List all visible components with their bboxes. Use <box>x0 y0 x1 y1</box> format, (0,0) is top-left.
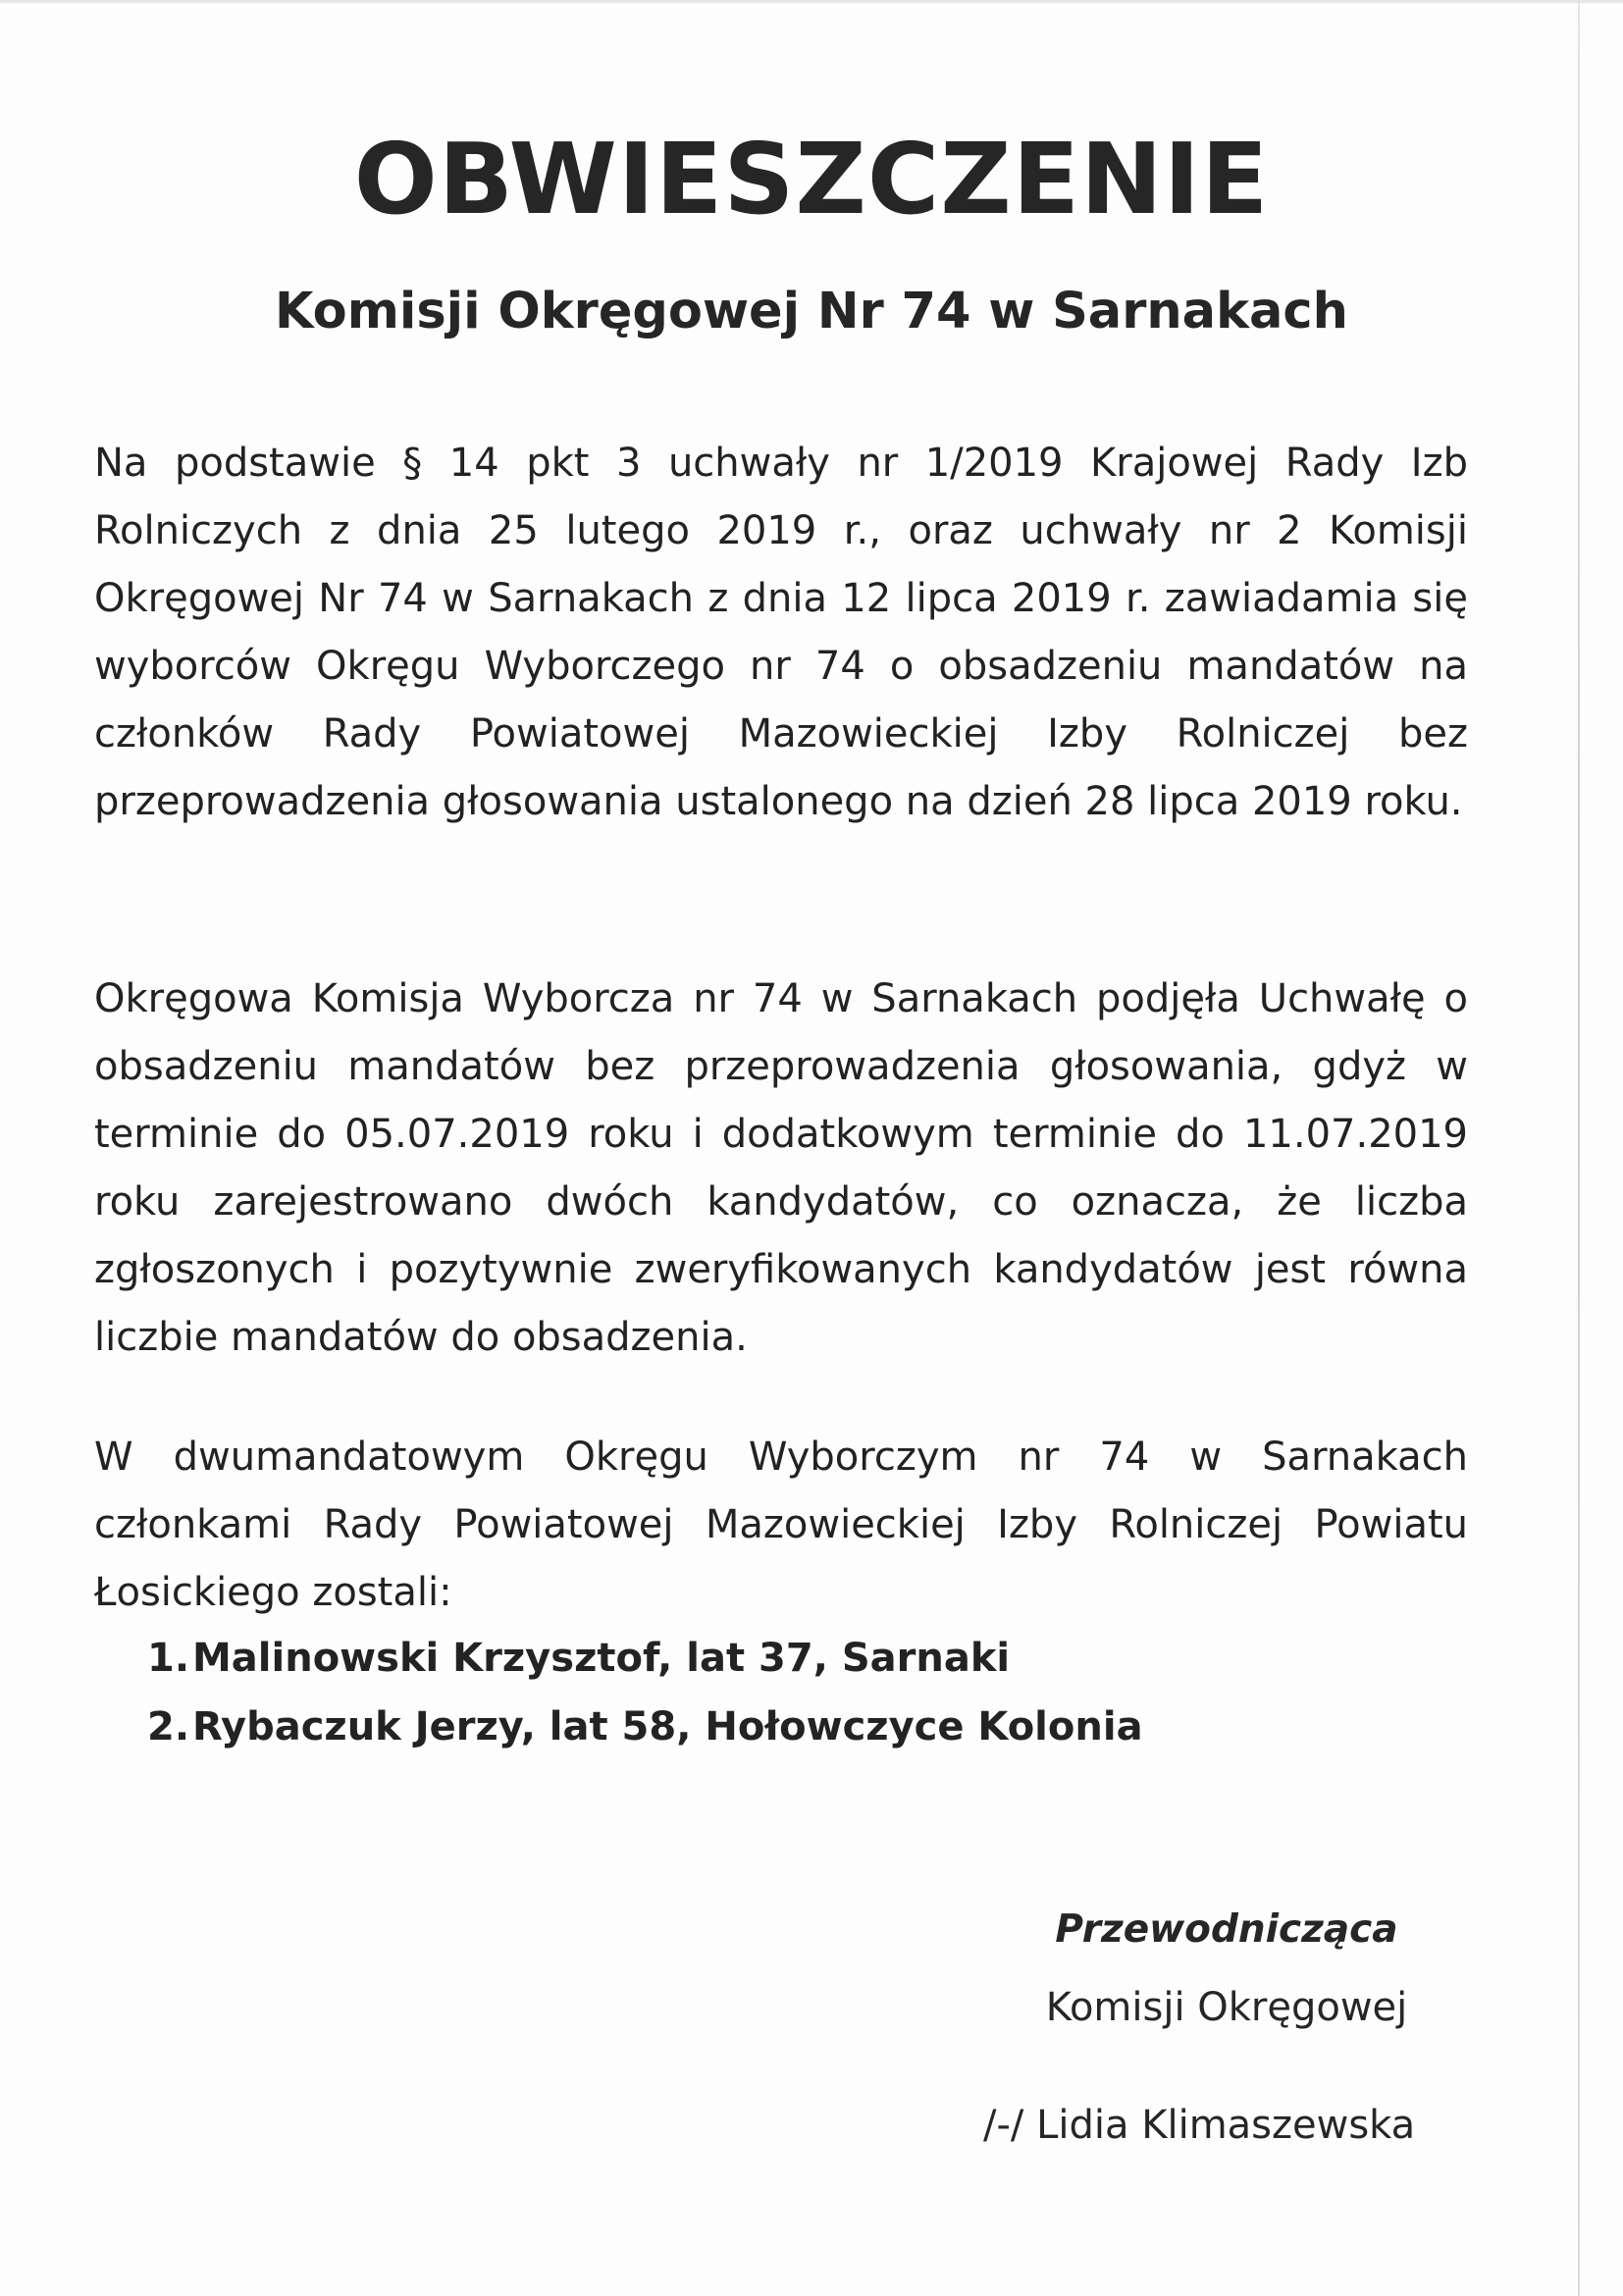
list-item-text: Malinowski Krzysztof, lat 37, Sarnaki <box>192 1636 1011 1681</box>
list-item <box>147 1624 1143 1693</box>
document-title: OBWIESZCZENIE <box>353 122 1270 236</box>
signature-name: /-/ Lidia Klimaszewska <box>983 2103 1416 2148</box>
list-item-number: 2. <box>147 1704 190 1749</box>
paragraph-legal-basis: Na podstawie § 14 pkt 3 uchwały nr 1/2019 Krajowej Rady Izb Rolniczych z dnia 25 lutego 2019 r., oraz uchwały nr 2 Komisji Okręgowej Nr 74 w Sarnakach z dnia 12 lipca 2019 r. zawiadamia się wyborców Okręgu Wyborczego nr 74 o obsadzeniu mandatów na członków Rady Powiatowej Mazowieckiej Izby Rolniczej bez przeprowadzenia głosowania ustalonego na dzień 28 lipca 2019 roku. <box>94 441 1468 824</box>
list-item-text: Rybaczuk Jerzy, lat 58, Hołowczyce Kolonia <box>192 1704 1143 1749</box>
list-item-number: 1. <box>147 1636 190 1681</box>
document-subtitle: Komisji Okręgowej Nr 74 w Sarnakach <box>275 283 1348 340</box>
elected-members-list <box>147 1624 1143 1761</box>
paragraph-commission-decision: Okręgowa Komisja Wyborcza nr 74 w Sarnakach podjęła Uchwałę o obsadzeniu mandatów bez przeprowadzenia głosowania, gdyż w terminie do 05.07.2019 roku i dodatkowym terminie do 11.07.2019 roku zarejestrowano dwóch kandydatów, co oznacza, że liczba zgłoszonych i pozytywnie zweryfikowanych kandydatów jest równa liczbie mandatów do obsadzenia. <box>94 976 1468 1360</box>
list-item <box>147 1693 1143 1761</box>
signature-organization: Komisji Okręgowej <box>1045 1985 1408 2030</box>
scan-edge-top <box>0 0 1623 3</box>
paragraph-elected-members-intro: W dwumandatowym Okręgu Wyborczym nr 74 w Sarnakach członkami Rady Powiatowej Mazowieckiej Izby Rolniczej Powiatu Łosickiego zostali: <box>94 1435 1468 1615</box>
signature-role: Przewodnicząca <box>1055 1907 1398 1952</box>
